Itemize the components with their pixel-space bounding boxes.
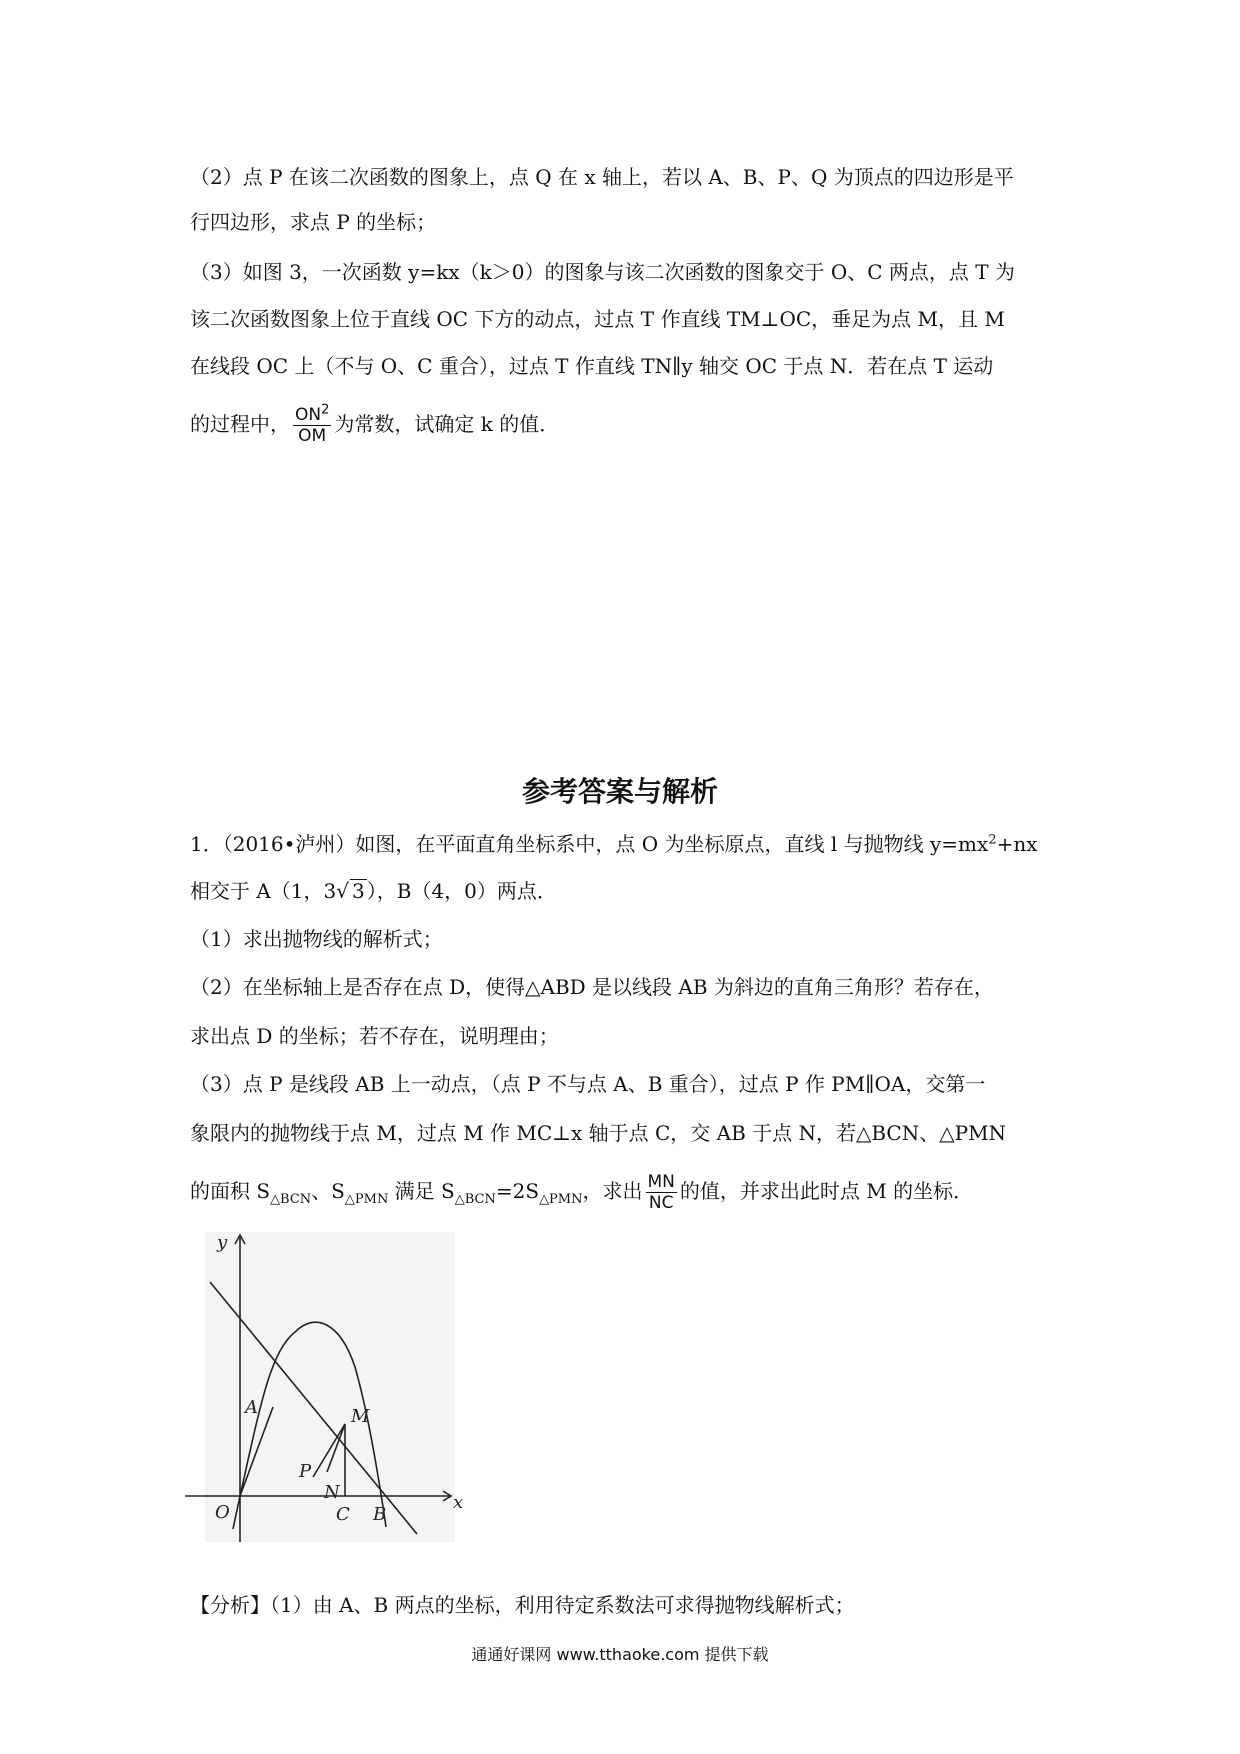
mn-over-nc-fraction [646,1172,677,1213]
p1-line-2-post: ），B（4，0）两点． [366,879,557,903]
answers-heading: 参考答案与解析 [521,775,718,808]
subscript-pmn-2: △PMN [539,1192,583,1207]
text-d: =2S [495,1179,540,1203]
p1-exponent: 2 [988,832,997,848]
sqrt-radicand: 3 [352,879,365,903]
label-n: N [324,1482,340,1503]
subscript-bcn-2: △BCN [454,1192,496,1207]
parabola-figure [185,1232,465,1542]
label-y: y [217,1232,228,1253]
q3-line-4 [190,402,560,446]
page-footer: 通通好课网 www.tthaoke.com 提供下载 [471,1645,769,1664]
p1-line-2-pre: 相交于 A（1，3 [190,879,337,903]
p1-line-1 [190,829,1038,859]
analysis-line: 【分析】（1）由 A、B 两点的坐标，利用待定系数法可求得抛物线解析式； [190,1593,855,1617]
text-f: 的值，并求出此时点 M 的坐标． [679,1179,974,1203]
text-c: 满足 S [388,1179,455,1203]
q3-line-1: （3）如图 3，一次函数 y=kx（k＞0）的图象与该二次函数的图象交于 O、C 两点，点 T 为 [190,260,1015,284]
label-a: A [245,1397,258,1418]
q2-line-1: （2）点 P 在该二次函数的图象上，点 Q 在 x 轴上，若以 A、B、P、Q 为顶点的四边形是平 [190,165,1014,189]
q3-line-4-pre: 的过程中， [190,412,290,436]
fraction-denominator-nc: NC [648,1193,674,1213]
fraction-numerator-exponent: 2 [321,402,330,418]
subscript-bcn: △BCN [270,1192,312,1207]
on2-over-om-fraction [293,402,331,446]
label-c: C [336,1504,350,1525]
p1-line-1-text: 1．（2016•泸州）如图，在平面直角坐标系中，点 O 为坐标原点，直线 l 与抛物线 y=mx [190,832,989,856]
label-p: P [299,1461,312,1482]
subscript-pmn: △PMN [344,1192,389,1207]
p1-q3-line-2: 象限内的抛物线于点 M，过点 M 作 MC⊥x 轴于点 C，交 AB 于点 N，若△BCN、△PMN [190,1121,1007,1145]
q3-line-4-post: 为常数，试确定 k 的值． [334,412,560,436]
p1-q3-line-1: （3）点 P 是线段 AB 上一动点，（点 P 不与点 A、B 重合），过点 P 作 PM∥OA，交第一 [190,1072,986,1096]
p1-line-1-post: +nx [996,832,1038,856]
q3-line-3: 在线段 OC 上（不与 O、C 重合），过点 T 作直线 TN∥y 轴交 OC 于点 N．若在点 T 运动 [190,354,994,378]
fraction-numerator-mn: MN [647,1172,675,1192]
q2-line-2: 行四边形，求点 P 的坐标； [190,210,437,234]
text-e: ，求出 [582,1179,643,1203]
p1-q3-line-3 [190,1172,973,1213]
label-x: x [453,1492,464,1513]
q3-line-2: 该二次函数图象上位于直线 OC 下方的动点，过点 T 作直线 TM⊥OC，垂足为点 M，且 M [190,307,1005,331]
fraction-numerator: ON [295,405,322,425]
p1-q2-line-1: （2）在坐标轴上是否存在点 D，使得△ABD 是以线段 AB 为斜边的直角三角形？若存在， [190,975,994,999]
text-a: 的面积 S [190,1179,271,1203]
p1-q1: （1）求出抛物线的解析式； [190,927,443,951]
fraction-denominator: OM [298,426,327,446]
label-b: B [373,1504,387,1525]
label-m: M [351,1406,370,1427]
p1-line-2: 相交于 A（1，3√ 3 ），B（4，0）两点． [190,879,557,903]
text-b: 、S [311,1179,345,1203]
label-o: O [215,1502,230,1523]
p1-q2-line-2: 求出点 D 的坐标；若不存在，说明理由； [190,1024,559,1048]
